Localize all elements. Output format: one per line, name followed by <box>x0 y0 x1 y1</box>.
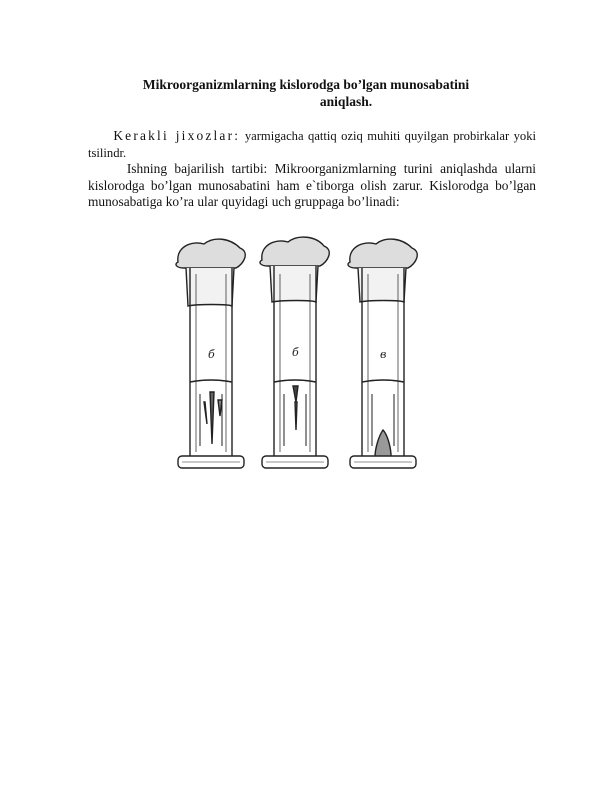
procedure-text: Ishning bajarilish tartibi: Mikroorganizmlarning turini aniqlashda ularni kislorodga bo’lgan munosabatini ham e`tiborga olish zarur. Kislorodga bo’lgan munosabatiga ko’ra ular quyidagi uch gruppaga bo’linadi: <box>88 161 536 210</box>
title-line-1: Mikroorganizmlarning kislorodga bo’lgan munosabatini <box>142 77 470 92</box>
equipment-text: yarmigacha qattiq oziq muhiti quyilgan probirkalar yoki tsilindr. <box>88 129 536 160</box>
document-body <box>88 128 536 211</box>
document-title <box>90 76 522 110</box>
equipment-paragraph <box>88 128 536 161</box>
equipment-label: Kerakli jixozlar: <box>113 128 241 143</box>
test-tubes-illustration <box>170 234 428 486</box>
title-line-2: aniqlash. <box>319 94 373 109</box>
procedure-paragraph <box>88 161 536 211</box>
tube-1-label: б <box>208 348 215 361</box>
tube-2-label: б <box>292 346 299 359</box>
tube-3-label: в <box>380 348 387 361</box>
